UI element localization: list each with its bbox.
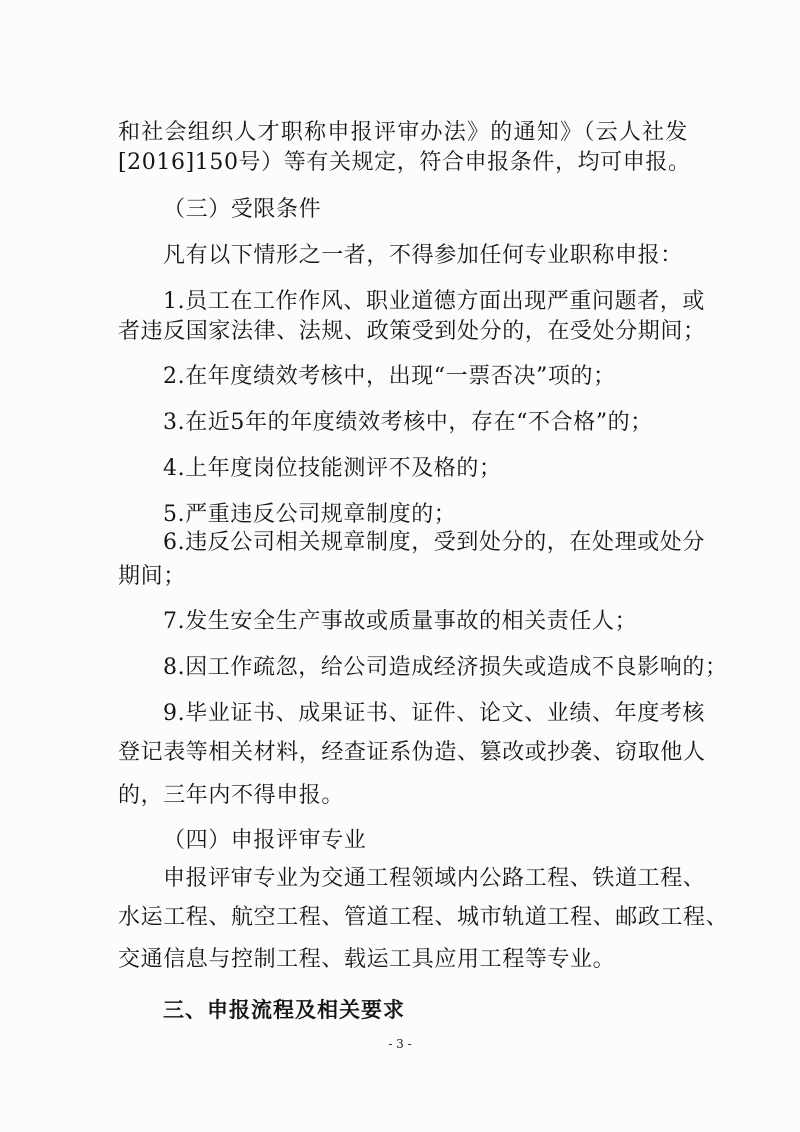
list-item-1: 1.员工在工作作风、职业道德方面出现严重问题者，或 <box>163 289 705 314</box>
list-item-8: 8.因工作疏忽，给公司造成经济损失或造成不良影响的； <box>163 655 728 680</box>
body-text-line: 和社会组织人才职称申报评审办法》的通知》（云人社发 <box>118 120 688 145</box>
list-item-5: 5.严重违反公司规章制度的； <box>163 502 457 527</box>
list-item-1-continued: 者违反国家法律、法规、政策受到处分的，在受处分期间； <box>118 319 706 344</box>
page-number: - 3 - <box>388 1037 412 1051</box>
body-text-line: 凡有以下情形之一者，不得参加任何专业职称申报： <box>163 243 683 268</box>
list-item-9: 9.毕业证书、成果证书、证件、论文、业绩、年度考核 <box>163 701 705 726</box>
list-item-9-continued: 登记表等相关材料，经查证系伪造、篡改或抄袭、窃取他人 <box>118 740 706 765</box>
body-text-line: 交通信息与控制工程、载运工具应用工程等专业。 <box>118 947 616 972</box>
section-heading-specialties: （四）申报评审专业 <box>163 828 367 853</box>
body-text-line: [2016]150号）等有关规定，符合申报条件，均可申报。 <box>118 150 691 175</box>
list-item-6-continued: 期间； <box>118 564 186 589</box>
list-item-4: 4.上年度岗位技能测评不及格的； <box>163 456 502 481</box>
section-heading-restrictions: （三）受限条件 <box>163 197 322 222</box>
body-text-line: 水运工程、航空工程、管道工程、城市轨道工程、邮政工程、 <box>118 905 729 930</box>
body-text-line: 申报评审专业为交通工程领域内公路工程、铁道工程、 <box>163 866 706 891</box>
list-item-7: 7.发生安全生产事故或质量事故的相关责任人； <box>163 609 638 634</box>
list-item-2: 2.在年度绩效考核中，出现“一票否决”项的； <box>163 364 616 389</box>
section-heading-process: 三、申报流程及相关要求 <box>163 998 405 1022</box>
list-item-9-continued: 的，三年内不得申报。 <box>118 783 345 808</box>
list-item-3: 3.在近5年的年度绩效考核中，存在“不合格”的； <box>163 410 653 435</box>
list-item-6: 6.违反公司相关规章制度，受到处分的，在处理或处分 <box>163 530 705 555</box>
